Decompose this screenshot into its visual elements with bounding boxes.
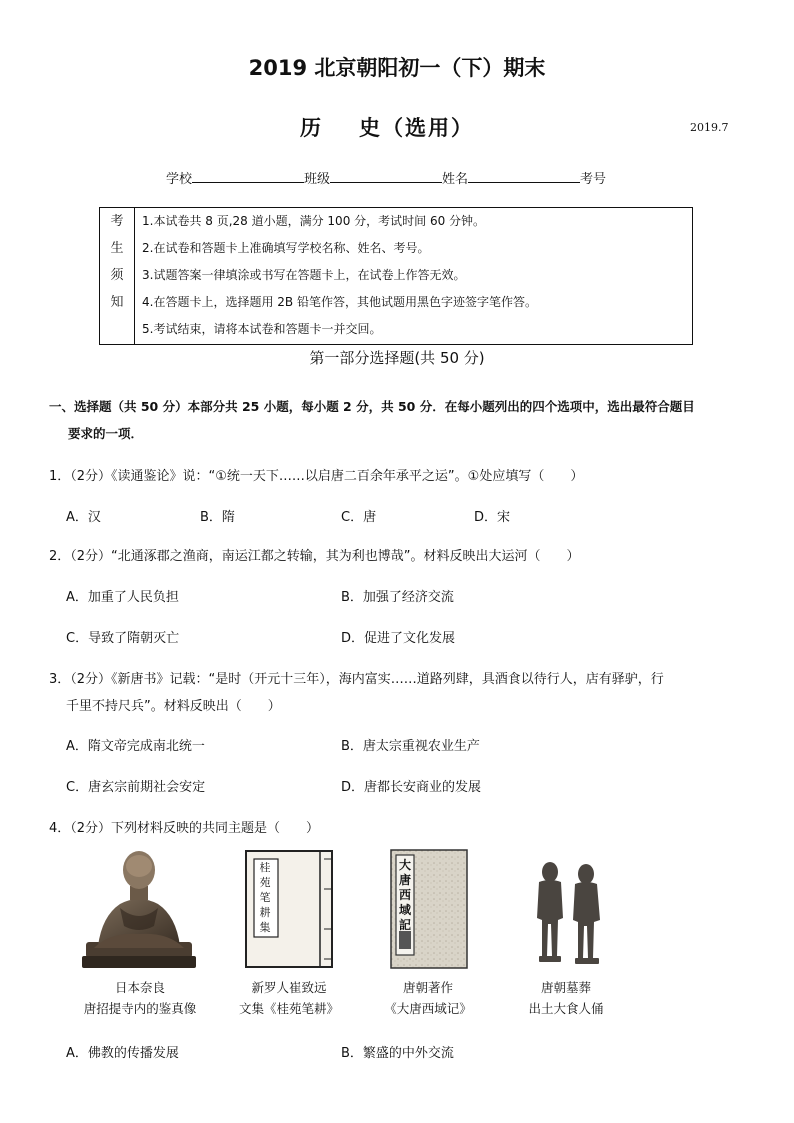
q1-option-a[interactable]: A．汉	[66, 510, 101, 525]
q2-option-a[interactable]: A．加重了人民负担	[66, 590, 179, 605]
notice-heading-char: 知	[110, 295, 124, 310]
q3-option-c[interactable]: C．唐玄宗前期社会安定	[66, 780, 206, 795]
notice-item: 3.试题答案一律填涂或书写在答题卡上，在试卷上作答无效。	[142, 268, 466, 282]
figure-4-caption-line1: 唐朝墓葬	[540, 980, 591, 995]
q1-option-d[interactable]: D．宋	[474, 510, 511, 525]
question-2-stem: 2．（2分）“北通涿郡之渔商，南运江都之转输，其为利也博哉”。材料反映出大运河（ ）	[49, 549, 580, 564]
figure-4-caption	[496, 977, 636, 1019]
name-label: 姓名	[442, 172, 469, 187]
q3-option-d[interactable]: D．唐都长安商业的发展	[341, 780, 482, 795]
q1-option-c[interactable]: C．唐	[341, 510, 377, 525]
exam-date: 2019.7	[690, 121, 729, 134]
notice-heading-char: 考	[110, 214, 124, 229]
figure-2-caption	[214, 977, 364, 1019]
book-2-title: 大唐西域記	[398, 858, 411, 932]
q2-option-c[interactable]: C．导致了隋朝灭亡	[66, 631, 180, 646]
section-instructions: 一、选择题（共 50 分）本部分共 25 小题，每小题 2 分，共 50 分．在每小题列出的四个选项中，选出最符合题目	[49, 399, 695, 414]
section-instructions-cont: 要求的一项．	[68, 426, 144, 441]
q4-option-a[interactable]: A．佛教的传播发展	[66, 1046, 179, 1061]
figure-1-caption-line1: 日本奈良	[114, 980, 165, 995]
statue-icon	[80, 846, 198, 972]
figurines-icon	[530, 860, 610, 970]
page-title: 2019 北京朝阳初一（下）期末	[248, 56, 546, 80]
figure-3-caption-line1: 唐朝著作	[402, 980, 453, 995]
notice-item: 4.在答题卡上，选择题用 2B 铅笔作答，其他试题用黑色字迹签字笔作答。	[142, 295, 537, 309]
q3-option-a[interactable]: A．隋文帝完成南北统一	[66, 739, 205, 754]
subject-title	[300, 112, 474, 142]
q4-option-b[interactable]: B．繁盛的中外交流	[341, 1046, 454, 1061]
figure-1-caption	[62, 977, 218, 1019]
subject-title-b: 史（选用）	[359, 116, 474, 140]
class-blank[interactable]	[330, 168, 442, 183]
figure-2-caption-line2: 文集《桂苑笔耕》	[238, 1001, 339, 1016]
question-1-stem: 1．（2分）《读通鉴论》说：“①统一天下……以启唐二百余年承平之运”。①处应填写（ ）	[49, 469, 584, 484]
notice-heading-char: 生	[110, 241, 124, 256]
notice-item: 1.本试卷共 8 页,28 道小题，满分 100 分，考试时间 60 分钟。	[142, 214, 486, 228]
figure-3-caption	[358, 977, 498, 1019]
notice-item: 2.在试卷和答题卡上准确填写学校名称、姓名、考号。	[142, 241, 430, 255]
exam-number-label: 考号	[580, 172, 607, 187]
figure-4-caption-line2: 出土大食人俑	[528, 1001, 604, 1016]
part-title: 第一部分选择题(共 50 分)	[309, 349, 485, 367]
school-blank[interactable]	[192, 168, 304, 183]
notice-heading	[100, 208, 135, 344]
notice-items	[142, 208, 537, 343]
book-1-title: 桂苑笔耕集	[259, 861, 271, 934]
subject-title-a: 历	[300, 116, 323, 140]
figure-1-caption-line2: 唐招提寺内的鉴真像	[83, 1001, 197, 1016]
question-3-stem: 3．（2分）《新唐书》记载：“是时（开元十三年），海内富实……道路列肆，具酒食以待行人，店有驿驴，行	[49, 672, 664, 687]
class-label: 班级	[304, 172, 331, 187]
name-blank[interactable]	[468, 168, 580, 183]
question-4-stem: 4．（2分）下列材料反映的共同主题是（ ）	[49, 821, 320, 836]
notice-heading-char: 须	[110, 268, 124, 283]
q3-option-b[interactable]: B．唐太宗重视农业生产	[341, 739, 480, 754]
exam-notice-box	[99, 207, 693, 345]
figure-3-caption-line2: 《大唐西域记》	[384, 1001, 472, 1016]
student-info-line	[166, 168, 606, 187]
figure-2-caption-line1: 新罗人崔致远	[251, 980, 327, 995]
notice-item: 5.考试结束，请将本试卷和答题卡一并交回。	[142, 322, 382, 336]
q2-option-b[interactable]: B．加强了经济交流	[341, 590, 454, 605]
school-label: 学校	[166, 172, 193, 187]
question-3-stem-cont: 千里不持尺兵”。材料反映出（ ）	[66, 699, 281, 714]
q1-option-b[interactable]: B．隋	[200, 510, 235, 525]
q2-option-d[interactable]: D．促进了文化发展	[341, 631, 456, 646]
